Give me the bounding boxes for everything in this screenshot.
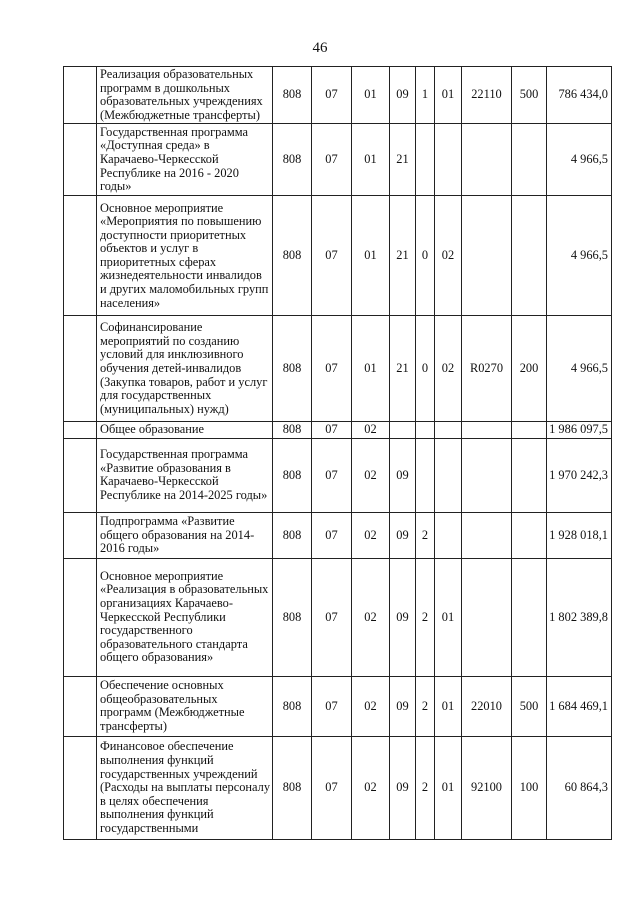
row-blank-cell (64, 196, 97, 316)
row-amount-cell: 1 928 018,1 (547, 512, 612, 558)
row-direction-code (462, 512, 512, 558)
row-subsection-code: 02 (352, 676, 390, 736)
row-ministry-code: 808 (273, 736, 312, 839)
row-program-code: 09 (390, 736, 416, 839)
row-ministry-code: 808 (273, 422, 312, 439)
row-subsection-code: 02 (352, 736, 390, 839)
row-subprogram-code: 1 (416, 67, 435, 124)
row-direction-code: 92100 (462, 736, 512, 839)
row-expense-type-code (512, 196, 547, 316)
row-blank-cell (64, 316, 97, 422)
row-activity-code: 01 (435, 676, 462, 736)
row-direction-code (462, 196, 512, 316)
row-subprogram-code (416, 422, 435, 439)
row-section-code: 07 (312, 124, 352, 196)
row-expense-type-code (512, 124, 547, 196)
row-amount-cell: 1 986 097,5 (547, 422, 612, 439)
table-body (64, 67, 612, 840)
row-activity-code: 01 (435, 558, 462, 676)
row-program-code: 09 (390, 438, 416, 512)
row-expense-type-code: 500 (512, 67, 547, 124)
row-amount-cell: 786 434,0 (547, 67, 612, 124)
row-subsection-code: 02 (352, 558, 390, 676)
row-section-code: 07 (312, 736, 352, 839)
row-direction-code (462, 124, 512, 196)
row-program-code (390, 422, 416, 439)
table-row (64, 316, 612, 422)
row-subprogram-code: 2 (416, 512, 435, 558)
row-program-code: 21 (390, 124, 416, 196)
table-row (64, 512, 612, 558)
row-expense-type-code (512, 558, 547, 676)
row-ministry-code: 808 (273, 438, 312, 512)
table-row (64, 124, 612, 196)
row-section-code: 07 (312, 438, 352, 512)
row-direction-code (462, 422, 512, 439)
row-activity-code: 02 (435, 316, 462, 422)
row-ministry-code: 808 (273, 196, 312, 316)
row-subsection-code: 02 (352, 438, 390, 512)
row-section-code: 07 (312, 512, 352, 558)
row-ministry-code: 808 (273, 316, 312, 422)
row-section-code: 07 (312, 196, 352, 316)
row-subprogram-code: 2 (416, 736, 435, 839)
row-name-cell: Подпрограмма «Развитие общего образования на 2014-2016 годы» (97, 512, 273, 558)
row-direction-code (462, 558, 512, 676)
row-expense-type-code: 500 (512, 676, 547, 736)
row-expense-type-code (512, 438, 547, 512)
row-ministry-code: 808 (273, 67, 312, 124)
row-subsection-code: 01 (352, 316, 390, 422)
row-blank-cell (64, 676, 97, 736)
row-blank-cell (64, 558, 97, 676)
row-program-code: 21 (390, 196, 416, 316)
row-expense-type-code: 100 (512, 736, 547, 839)
row-ministry-code: 808 (273, 124, 312, 196)
table-row (64, 558, 612, 676)
row-expense-type-code (512, 512, 547, 558)
row-amount-cell: 60 864,3 (547, 736, 612, 839)
row-amount-cell: 1 684 469,1 (547, 676, 612, 736)
row-name-cell: Государственная программа «Развитие образования в Карачаево-Черкесской Республике на 2014-2025 годы» (97, 438, 273, 512)
row-subsection-code: 02 (352, 422, 390, 439)
table-row (64, 196, 612, 316)
row-section-code: 07 (312, 676, 352, 736)
row-subsection-code: 01 (352, 67, 390, 124)
row-name-cell: Общее образование (97, 422, 273, 439)
row-activity-code (435, 438, 462, 512)
row-blank-cell (64, 67, 97, 124)
row-blank-cell (64, 422, 97, 439)
row-subprogram-code: 2 (416, 558, 435, 676)
row-activity-code: 02 (435, 196, 462, 316)
row-subsection-code: 02 (352, 512, 390, 558)
row-activity-code (435, 422, 462, 439)
row-direction-code (462, 438, 512, 512)
budget-table (63, 66, 612, 840)
row-ministry-code: 808 (273, 558, 312, 676)
row-program-code: 09 (390, 67, 416, 124)
row-section-code: 07 (312, 558, 352, 676)
row-name-cell: Финансовое обеспечение выполнения функций государственных учреждений (Расходы на выплаты персоналу в целях обеспечения выполнения функций государственными (97, 736, 273, 839)
row-blank-cell (64, 124, 97, 196)
row-expense-type-code: 200 (512, 316, 547, 422)
table-row (64, 676, 612, 736)
row-blank-cell (64, 736, 97, 839)
row-amount-cell: 4 966,5 (547, 316, 612, 422)
row-section-code: 07 (312, 316, 352, 422)
table-row (64, 67, 612, 124)
row-ministry-code: 808 (273, 512, 312, 558)
row-subsection-code: 01 (352, 124, 390, 196)
page-number: 46 (312, 40, 328, 56)
row-activity-code: 01 (435, 736, 462, 839)
row-direction-code: 22010 (462, 676, 512, 736)
row-direction-code: R0270 (462, 316, 512, 422)
table-row (64, 422, 612, 439)
row-name-cell: Обеспечение основных общеобразовательных программ (Межбюджетные трансферты) (97, 676, 273, 736)
row-name-cell: Государственная программа «Доступная среда» в Карачаево-Черкесской Республике на 2016 - 2020 годы» (97, 124, 273, 196)
row-name-cell: Софинансирование мероприятий по созданию условий для инклюзивного обучения детей-инвалидов (Закупка товаров, работ и услуг для государственных (муниципальных) нужд) (97, 316, 273, 422)
row-name-cell: Основное мероприятие «Мероприятия по повышению доступности приоритетных объектов и услуг в приоритетных сферах жизнедеятельности инвалидов и других маломобильных групп населения» (97, 196, 273, 316)
row-program-code: 21 (390, 316, 416, 422)
row-blank-cell (64, 438, 97, 512)
row-subprogram-code (416, 438, 435, 512)
row-program-code: 09 (390, 512, 416, 558)
table-row (64, 736, 612, 839)
row-activity-code (435, 512, 462, 558)
row-program-code: 09 (390, 676, 416, 736)
row-section-code: 07 (312, 422, 352, 439)
row-subprogram-code: 0 (416, 196, 435, 316)
row-expense-type-code (512, 422, 547, 439)
row-name-cell: Реализация образовательных программ в дошкольных образовательных учреждениях (Межбюджетные трансферты) (97, 67, 273, 124)
row-activity-code: 01 (435, 67, 462, 124)
row-subprogram-code: 2 (416, 676, 435, 736)
row-ministry-code: 808 (273, 676, 312, 736)
table-row (64, 438, 612, 512)
row-amount-cell: 4 966,5 (547, 124, 612, 196)
row-subprogram-code (416, 124, 435, 196)
row-amount-cell: 4 966,5 (547, 196, 612, 316)
row-name-cell: Основное мероприятие «Реализация в образовательных организациях Карачаево-Черкесской Республики государственного образовательного стандарта общего образования» (97, 558, 273, 676)
row-direction-code: 22110 (462, 67, 512, 124)
row-subprogram-code: 0 (416, 316, 435, 422)
row-section-code: 07 (312, 67, 352, 124)
row-subsection-code: 01 (352, 196, 390, 316)
row-activity-code (435, 124, 462, 196)
row-blank-cell (64, 512, 97, 558)
row-program-code: 09 (390, 558, 416, 676)
row-amount-cell: 1 802 389,8 (547, 558, 612, 676)
row-amount-cell: 1 970 242,3 (547, 438, 612, 512)
